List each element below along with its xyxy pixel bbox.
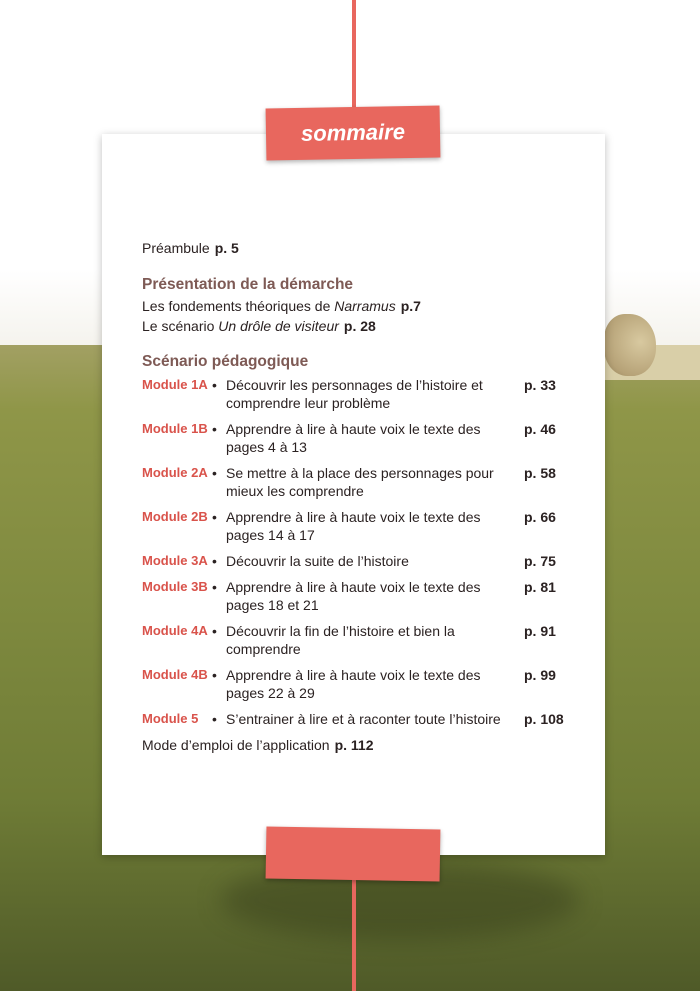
bullet: • (212, 421, 217, 437)
module-description: Apprendre à lire à haute voix le texte des pages 22 à 29 (226, 667, 481, 701)
module-label: Module 2A (142, 465, 208, 480)
hay-bale-image (604, 314, 656, 376)
entry-italic: Narramus (334, 298, 396, 314)
page-number: p. 33 (524, 377, 556, 393)
page-number: p. 66 (524, 509, 556, 525)
toc-fondements[interactable] (142, 298, 421, 314)
page-number: p. 99 (524, 667, 556, 683)
module-description: Découvrir la suite de l’histoire (226, 553, 409, 569)
page-number: p. 108 (524, 711, 564, 727)
module-description: Découvrir les personnages de l’histoire et comprendre leur problème (226, 377, 483, 411)
module-label: Module 3B (142, 579, 208, 594)
module-description: Se mettre à la place des personnages pour mieux les comprendre (226, 465, 494, 499)
bullet: • (212, 465, 217, 481)
entry-label: Les fondements théoriques de (142, 298, 335, 314)
bullet: • (212, 509, 217, 525)
entry-label: Préambule (142, 240, 210, 256)
bottom-line (352, 878, 356, 991)
bullet: • (212, 377, 217, 393)
module-label: Module 4B (142, 667, 208, 682)
bullet: • (212, 667, 217, 683)
page-number: p. 58 (524, 465, 556, 481)
module-label: Module 4A (142, 623, 208, 638)
page-number: p.7 (400, 298, 421, 314)
top-line (352, 0, 356, 110)
module-label: Module 3A (142, 553, 208, 568)
bullet: • (212, 579, 217, 595)
entry-italic: Un drôle de visiteur (218, 318, 339, 334)
title-banner (266, 105, 441, 160)
bullet: • (212, 711, 217, 727)
bullet: • (212, 623, 217, 639)
module-description: Apprendre à lire à haute voix le texte des pages 14 à 17 (226, 509, 481, 543)
toc-scenario-visiteur[interactable] (142, 318, 376, 334)
module-label: Module 1A (142, 377, 208, 392)
entry-label: Mode d’emploi de l’application (142, 737, 330, 753)
module-description: S’entrainer à lire et à raconter toute l’histoire (226, 711, 501, 727)
module-label: Module 5 (142, 711, 199, 726)
module-description: Apprendre à lire à haute voix le texte des pages 18 et 21 (226, 579, 481, 613)
heading-scenario: Scénario pédagogique (142, 353, 309, 370)
page-number: p. 91 (524, 623, 556, 639)
page-number: p. 5 (214, 240, 239, 256)
page-number: p. 28 (343, 318, 376, 334)
page-title: sommaire (300, 119, 406, 146)
module-label: Module 2B (142, 509, 208, 524)
heading-presentation: Présentation de la démarche (142, 276, 354, 293)
page-number: p. 75 (524, 553, 556, 569)
module-description: Découvrir la fin de l’histoire et bien la comprendre (226, 623, 455, 657)
bullet: • (212, 553, 217, 569)
toc-preambule[interactable] (142, 240, 239, 256)
module-description: Apprendre à lire à haute voix le texte des pages 4 à 13 (226, 421, 481, 455)
page-number: p. 46 (524, 421, 556, 437)
bottom-banner (266, 826, 441, 881)
module-label: Module 1B (142, 421, 208, 436)
entry-label: Le scénario (142, 318, 219, 334)
page-number: p. 81 (524, 579, 556, 595)
page-number: p. 112 (334, 737, 374, 753)
toc-mode-emploi[interactable] (142, 737, 373, 753)
